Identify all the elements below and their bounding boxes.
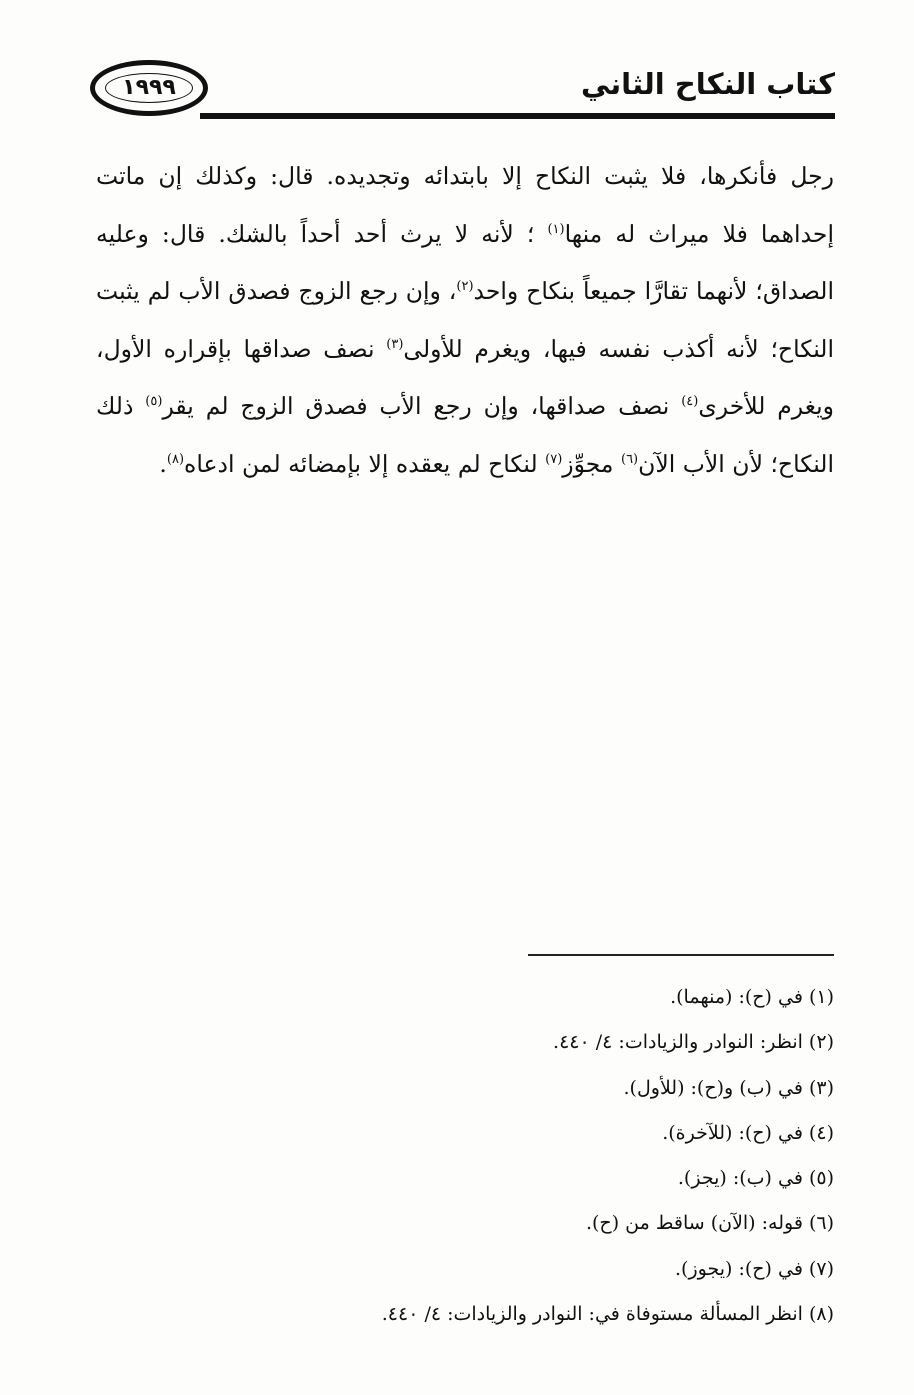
footnote-ref: (٨) bbox=[166, 451, 185, 467]
body-line bbox=[96, 206, 834, 264]
body-line-text: لنكاح لم يعقده إلا بإمضائه لمن ادعاه bbox=[184, 449, 546, 478]
footnote-ref: (٥) bbox=[145, 394, 163, 409]
page-header bbox=[90, 50, 835, 125]
footnote: (٣) في (ب) و(ح): (للأول). bbox=[623, 1076, 834, 1099]
footnote: (٨) انظر المسألة مستوفاة في: النوادر والزيادات: ٤/ ٤٤٠. bbox=[381, 1303, 834, 1326]
body-line-text: نصف صداقها، وإن رجع الأب فصدق الزوج لم يقر bbox=[162, 392, 682, 420]
body-text bbox=[96, 148, 834, 493]
footnote-ref: (١) bbox=[547, 221, 565, 237]
body-line-text: نصف صداقها بإقراره الأول، bbox=[96, 334, 387, 363]
body-line bbox=[96, 378, 834, 436]
body-line-text: ذلك bbox=[96, 392, 146, 420]
footnote: (٦) قوله: (الآن) ساقط من (ح). bbox=[585, 1212, 834, 1235]
body-line-text: إحداهما فلا ميراث له منها bbox=[564, 219, 834, 248]
footnote: (٢) انظر: النوادر والزيادات: ٤/ ٤٤٠. bbox=[553, 1031, 834, 1054]
body-line bbox=[96, 321, 834, 379]
body-line-text: الصداق؛ لأنهما تقارَّا جميعاً بنكاح واحد bbox=[473, 277, 834, 305]
footnote-ref: (٧) bbox=[545, 451, 563, 467]
footnote-ref: (٦) bbox=[620, 451, 639, 467]
body-line-text: مجوِّز bbox=[562, 449, 621, 478]
body-line-text: النكاح؛ لأنه أكذب نفسه فيها، ويغرم للأولى bbox=[403, 334, 834, 363]
footnote: (٧) في (ح): (يجوز). bbox=[675, 1257, 834, 1280]
body-line-text: . bbox=[159, 449, 167, 478]
body-line-text: النكاح؛ لأن الأب الآن bbox=[638, 449, 834, 478]
header-rule bbox=[200, 113, 835, 119]
body-line bbox=[96, 436, 834, 494]
footnotes bbox=[134, 975, 834, 1337]
body-line-text: ؛ لأنه لا يرث أحد أحداً بالشك. قال: وعليه bbox=[96, 219, 548, 248]
book-title: كتاب النكاح الثاني bbox=[580, 67, 835, 101]
page-number-frame bbox=[90, 60, 208, 116]
body-line-text: ، وإن رجع الزوج فصدق الأب لم يثبت bbox=[96, 277, 457, 305]
body-line bbox=[96, 148, 834, 206]
footnote-ref: (٤) bbox=[681, 394, 699, 409]
footnote-ref: (٢) bbox=[456, 279, 474, 294]
page-number: ١٩٩٩ bbox=[122, 75, 176, 100]
footnote: (١) في (ح): (منهما). bbox=[670, 986, 834, 1008]
footnote-ref: (٣) bbox=[386, 336, 404, 352]
body-line bbox=[96, 263, 834, 321]
footnote-separator bbox=[528, 954, 834, 956]
footnote: (٥) في (ب): (يجز). bbox=[677, 1167, 834, 1190]
body-line-text: ويغرم للأخرى bbox=[698, 392, 834, 420]
body-line-text: رجل فأنكرها، فلا يثبت النكاح إلا بابتدائه وتجديده. قال: وكذلك إن ماتت bbox=[96, 162, 834, 190]
footnote: (٤) في (ح): (للآخرة). bbox=[662, 1121, 834, 1144]
